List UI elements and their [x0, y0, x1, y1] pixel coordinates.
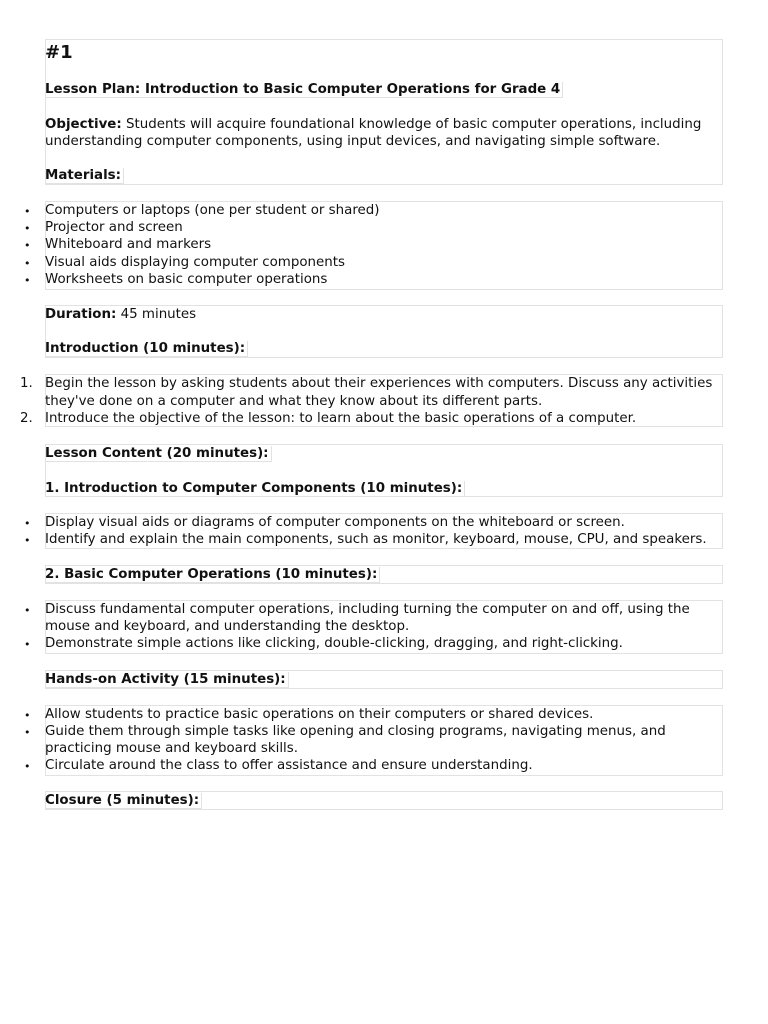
- list-item-text: Identify and explain the main components, such as monitor, keyboard, mouse, CPU, and speakers.: [45, 532, 707, 547]
- bullet-icon: •: [24, 534, 31, 547]
- list-item-text: Whiteboard and markers: [45, 237, 212, 252]
- bullet-icon: •: [24, 604, 31, 617]
- lesson-title: Lesson Plan: Introduction to Basic Computer Operations for Grade 4: [45, 82, 563, 98]
- objective-line-1: [45, 116, 723, 133]
- bullet-icon: •: [24, 205, 31, 218]
- list-item-text: Display visual aids or diagrams of computer components on the whiteboard or screen.: [45, 515, 625, 530]
- list-item-text: Worksheets on basic computer operations: [45, 272, 328, 287]
- materials-label: Materials:: [45, 168, 124, 184]
- introduction-heading-line: [45, 340, 723, 357]
- list-item-text: Computers or laptops (one per student or shared): [45, 203, 380, 218]
- materials-heading-line: [45, 167, 723, 184]
- bullet-icon: •: [24, 222, 31, 235]
- hands-on-label: Hands-on Activity (15 minutes):: [45, 672, 289, 688]
- section2-heading-line: [45, 566, 723, 583]
- section1-heading-line: [45, 480, 723, 497]
- list-item-text-cont: they've done on a computer and what they know about its different parts.: [45, 394, 543, 409]
- list-item-text: Guide them through simple tasks like opening and closing programs, navigating menus, and: [45, 724, 666, 739]
- lesson-title-line: [45, 81, 723, 98]
- lesson-content-label: Lesson Content (20 minutes):: [45, 446, 272, 462]
- bullet-icon: •: [24, 726, 31, 739]
- duration-line: [45, 306, 723, 323]
- bullet-icon: •: [24, 638, 31, 651]
- list-item-text: Allow students to practice basic operations on their computers or shared devices.: [45, 707, 594, 722]
- list-item-text: Circulate around the class to offer assistance and ensure understanding.: [45, 758, 533, 773]
- list-item-text: Projector and screen: [45, 220, 183, 235]
- list-item-text: Demonstrate simple actions like clicking, double-clicking, dragging, and right-clicking.: [45, 636, 623, 651]
- lesson-content-heading-line: [45, 445, 723, 462]
- list-item-text-cont: mouse and keyboard, and understanding the desktop.: [45, 619, 410, 634]
- bullet-icon: •: [24, 760, 31, 773]
- list-item-text: Visual aids displaying computer components: [45, 255, 345, 270]
- bullet-icon: •: [24, 709, 31, 722]
- bullet-icon: •: [24, 517, 31, 530]
- objective-line-2: understanding computer components, using input devices, and navigating simple software.: [45, 134, 661, 149]
- section2-label: 2. Basic Computer Operations (10 minutes):: [45, 567, 380, 583]
- section1-label: 1. Introduction to Computer Components (10 minutes):: [45, 481, 465, 497]
- list-item-text-cont: practicing mouse and keyboard skills.: [45, 741, 299, 756]
- closure-label: Closure (5 minutes):: [45, 793, 202, 809]
- bullet-icon: •: [24, 274, 31, 287]
- bullet-icon: •: [24, 257, 31, 270]
- duration-label: Duration:: [45, 307, 117, 322]
- duration-value: 45 minutes: [116, 307, 197, 322]
- list-item-text: Discuss fundamental computer operations, including turning the computer on and off, using the: [45, 602, 690, 617]
- header-block: [45, 39, 723, 185]
- hands-on-heading-line: [45, 671, 723, 688]
- objective-text: Students will acquire foundational knowledge of basic computer operations, including: [121, 117, 702, 132]
- bullet-icon: •: [24, 239, 31, 252]
- list-item-text: Introduce the objective of the lesson: to learn about the basic operations of a computer.: [45, 411, 637, 426]
- closure-heading-line: [45, 792, 723, 809]
- list-number: 2.: [20, 411, 33, 426]
- list-item-text: Begin the lesson by asking students about their experiences with computers. Discuss any activities: [45, 376, 713, 391]
- list-number: 1.: [20, 376, 33, 391]
- objective-label: Objective:: [45, 117, 122, 132]
- introduction-label: Introduction (10 minutes):: [45, 341, 248, 357]
- page-heading: #1: [45, 42, 73, 63]
